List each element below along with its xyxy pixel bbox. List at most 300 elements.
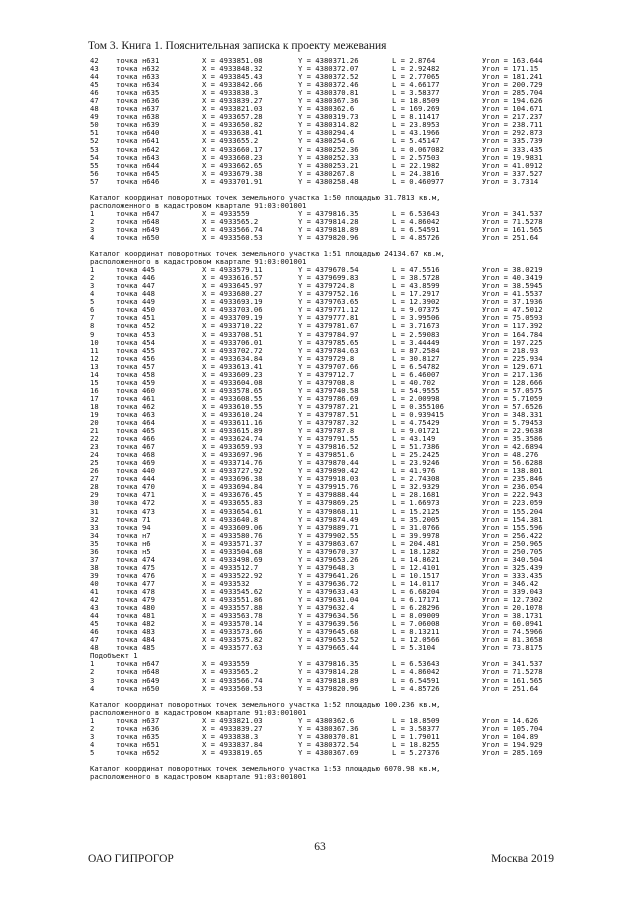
- segment-length: L = 3.44449: [392, 338, 440, 347]
- table-row: [90, 81, 560, 89]
- point-name: точка 444: [116, 475, 155, 484]
- segment-length: L = 10.1517: [392, 571, 440, 580]
- segment-length: L = 23.9246: [392, 459, 440, 468]
- bearing-angle: Угол = 37.1936: [482, 298, 543, 307]
- x-coordinate: X = 4933845.43: [202, 73, 263, 82]
- catalog-section: [90, 693, 560, 757]
- point-name: точка н645: [116, 169, 160, 178]
- bearing-angle: Угол = 335.739: [482, 137, 543, 146]
- point-name: точка 465: [116, 427, 155, 436]
- y-coordinate: Y = 4379868.11: [298, 507, 359, 516]
- y-coordinate: Y = 4379653.52: [298, 636, 359, 645]
- point-name: точка 452: [116, 322, 155, 331]
- y-coordinate: Y = 4379787.32: [298, 419, 359, 428]
- segment-length: L = 17.2917: [392, 290, 440, 299]
- y-coordinate: Y = 4380319.73: [298, 113, 359, 122]
- x-coordinate: X = 4933693.19: [202, 298, 263, 307]
- point-name: точка 468: [116, 451, 155, 460]
- x-coordinate: X = 4933504.68: [202, 547, 263, 556]
- row-number: 53: [90, 145, 99, 154]
- segment-length: L = 40.702: [392, 378, 436, 387]
- x-coordinate: X = 4933610.24: [202, 410, 263, 419]
- x-coordinate: X = 4933697.96: [202, 451, 263, 460]
- row-number: 20: [90, 419, 99, 428]
- coordinates-table: [90, 717, 560, 757]
- segment-length: L = 18.1282: [392, 547, 440, 556]
- point-name: точка н651: [116, 740, 160, 749]
- y-coordinate: Y = 4379786.69: [298, 394, 359, 403]
- y-coordinate: Y = 4379633.43: [298, 588, 359, 596]
- y-coordinate: Y = 4380367.69: [298, 748, 359, 757]
- bearing-angle: Угол = 285.704: [482, 89, 543, 98]
- table-row: [90, 105, 560, 113]
- row-number: 54: [90, 153, 99, 162]
- bearing-angle: Угол = 341.537: [482, 660, 543, 669]
- y-coordinate: Y = 4380254.6: [298, 137, 355, 146]
- y-coordinate: Y = 4380367.36: [298, 724, 359, 733]
- y-coordinate: Y = 4379787.8: [298, 427, 355, 436]
- x-coordinate: X = 4933709.19: [202, 314, 263, 323]
- y-coordinate: Y = 4380252.36: [298, 145, 359, 154]
- point-name: точка н5: [116, 547, 151, 556]
- table-row: [90, 73, 560, 81]
- bearing-angle: Угол = 250.705: [482, 547, 543, 556]
- x-coordinate: X = 4933696.38: [202, 475, 263, 484]
- point-name: точка 71: [116, 515, 151, 524]
- point-name: точка н648: [116, 668, 160, 677]
- segment-length: L = 5.27376: [392, 748, 440, 757]
- x-coordinate: X = 4933727.92: [202, 467, 263, 476]
- row-number: 9: [90, 330, 95, 339]
- x-coordinate: X = 4933657.28: [202, 113, 263, 122]
- segment-length: L = 31.0766: [392, 523, 440, 532]
- table-row: [90, 677, 560, 685]
- row-number: 13: [90, 362, 99, 371]
- segment-length: L = 38.5728: [392, 274, 440, 283]
- x-coordinate: X = 4933839.27: [202, 724, 263, 733]
- table-row: [90, 226, 560, 234]
- point-name: точка н639: [116, 121, 160, 130]
- segment-length: L = 6.28296: [392, 604, 440, 613]
- table-row: [90, 427, 560, 435]
- section-title: Каталог координат поворотных точек земельного участка 1:50 площадью 31.7813 кв.м, расположенного в кадастровом квартале 91:03:001001: [90, 192, 441, 210]
- bearing-angle: Угол = 41.5537: [482, 290, 543, 299]
- point-name: точка 483: [116, 628, 155, 637]
- row-number: 14: [90, 370, 99, 379]
- x-coordinate: X = 4933838.3: [202, 732, 259, 741]
- table-row: [90, 129, 560, 137]
- x-coordinate: X = 4933608.55: [202, 394, 263, 403]
- table-row: [90, 395, 560, 403]
- row-number: 52: [90, 137, 99, 146]
- y-coordinate: Y = 4379791.55: [298, 435, 359, 444]
- segment-length: L = 5.3104: [392, 644, 436, 653]
- row-number: 36: [90, 547, 99, 556]
- bearing-angle: Угол = 40.3419: [482, 274, 543, 283]
- point-name: точка н643: [116, 153, 160, 162]
- x-coordinate: X = 4933660.17: [202, 145, 263, 154]
- table-row: [90, 491, 560, 499]
- x-coordinate: X = 4933638.41: [202, 129, 263, 138]
- segment-length: L = 6.53643: [392, 660, 440, 669]
- table-row: [90, 371, 560, 379]
- segment-length: L = 4.85726: [392, 233, 440, 242]
- bearing-angle: Угол = 256.422: [482, 531, 543, 540]
- row-number: 6: [90, 306, 95, 315]
- segment-length: L = 43.149: [392, 435, 436, 444]
- x-coordinate: X = 4933838.3: [202, 89, 259, 98]
- point-name: точка н647: [116, 660, 160, 669]
- y-coordinate: Y = 4379740.58: [298, 386, 359, 395]
- x-coordinate: X = 4933640.8: [202, 515, 259, 524]
- coordinates-table: [90, 660, 560, 692]
- table-row: [90, 57, 560, 65]
- segment-length: L = 41.976: [392, 467, 436, 476]
- table-row: [90, 154, 560, 162]
- table-row: [90, 588, 560, 596]
- point-name: точка 447: [116, 282, 155, 291]
- coordinates-table: [90, 57, 560, 186]
- table-row: [90, 564, 560, 572]
- point-name: точка 456: [116, 354, 155, 363]
- point-name: точка 440: [116, 467, 155, 476]
- row-number: 2: [90, 274, 95, 283]
- table-row: [90, 411, 560, 419]
- segment-length: L = 2.77065: [392, 73, 440, 82]
- table-row: [90, 403, 560, 411]
- point-name: точка 477: [116, 579, 155, 588]
- bearing-angle: Угол = 129.671: [482, 362, 543, 371]
- y-coordinate: Y = 4379816.35: [298, 660, 359, 669]
- y-coordinate: Y = 4379670.54: [298, 266, 359, 275]
- segment-length: L = 14.8621: [392, 555, 440, 564]
- segment-length: L = 2.92482: [392, 65, 440, 74]
- point-name: точка н7: [116, 531, 151, 540]
- row-number: 57: [90, 177, 99, 186]
- row-number: 12: [90, 354, 99, 363]
- y-coordinate: Y = 4379818.89: [298, 225, 359, 234]
- point-name: точка 472: [116, 499, 155, 508]
- x-coordinate: X = 4933575.82: [202, 636, 263, 645]
- x-coordinate: X = 4933659.93: [202, 443, 263, 452]
- row-number: 5: [90, 748, 95, 757]
- bearing-angle: Угол = 56.6288: [482, 459, 543, 468]
- x-coordinate: X = 4933559: [202, 209, 250, 218]
- row-number: 34: [90, 531, 99, 540]
- segment-length: L = 204.481: [392, 539, 440, 548]
- row-number: 35: [90, 539, 99, 548]
- y-coordinate: Y = 4379777.81: [298, 314, 359, 323]
- row-number: 47: [90, 636, 99, 645]
- point-name: точка н648: [116, 217, 160, 226]
- segment-length: L = 4.66177: [392, 81, 440, 90]
- segment-length: L = 1.66973: [392, 499, 440, 508]
- point-name: точка н637: [116, 716, 160, 725]
- table-row: [90, 516, 560, 524]
- bearing-angle: Угол = 171.15: [482, 65, 539, 74]
- x-coordinate: X = 4933851.08: [202, 57, 263, 65]
- point-name: точка н638: [116, 113, 160, 122]
- y-coordinate: Y = 4380372.46: [298, 81, 359, 90]
- point-name: точка 484: [116, 636, 155, 645]
- table-row: [90, 170, 560, 178]
- bearing-angle: Угол = 71.5278: [482, 668, 543, 677]
- y-coordinate: Y = 4379816.35: [298, 209, 359, 218]
- row-number: 45: [90, 620, 99, 629]
- row-number: 5: [90, 298, 95, 307]
- point-name: точка 482: [116, 620, 155, 629]
- segment-length: L = 5.45147: [392, 137, 440, 146]
- point-name: точка 478: [116, 588, 155, 596]
- y-coordinate: Y = 4380370.81: [298, 89, 359, 98]
- table-row: [90, 137, 560, 145]
- table-row: [90, 644, 560, 652]
- bearing-angle: Угол = 292.873: [482, 129, 543, 138]
- point-name: точка 480: [116, 604, 155, 613]
- y-coordinate: Y = 4379712.7: [298, 370, 355, 379]
- point-name: точка 471: [116, 491, 155, 500]
- table-row: [90, 604, 560, 612]
- bearing-angle: Угол = 42.6894: [482, 443, 543, 452]
- x-coordinate: X = 4933563.78: [202, 612, 263, 621]
- bearing-angle: Угол = 117.392: [482, 322, 543, 331]
- y-coordinate: Y = 4379631.04: [298, 596, 359, 605]
- table-row: [90, 612, 560, 620]
- point-name: точка н649: [116, 225, 160, 234]
- segment-length: L = 6.17171: [392, 596, 440, 605]
- row-number: 55: [90, 161, 99, 170]
- x-coordinate: X = 4933703.06: [202, 306, 263, 315]
- table-row: [90, 733, 560, 741]
- catalog-section: [90, 757, 560, 781]
- y-coordinate: Y = 4379724.8: [298, 282, 355, 291]
- y-coordinate: Y = 4380253.21: [298, 161, 359, 170]
- y-coordinate: Y = 4379752.16: [298, 290, 359, 299]
- subobject-title: Подобъект 1: [90, 651, 138, 661]
- segment-length: L = 12.3902: [392, 298, 440, 307]
- y-coordinate: Y = 4380314.82: [298, 121, 359, 130]
- row-number: 33: [90, 523, 99, 532]
- row-number: 15: [90, 378, 99, 387]
- bearing-angle: Угол = 200.729: [482, 81, 543, 90]
- point-name: точка 449: [116, 298, 155, 307]
- y-coordinate: Y = 4379888.44: [298, 491, 359, 500]
- section-title: Каталог координат поворотных точек земельного участка 1:53 площадью 6070.98 кв.м, расположенного в кадастровом квартале 91:03:001001: [90, 763, 441, 781]
- footer-city-year: Москва 2019: [491, 853, 554, 865]
- y-coordinate: Y = 4380267.8: [298, 169, 355, 178]
- catalog-section: [90, 242, 560, 693]
- row-number: 42: [90, 57, 99, 65]
- bearing-angle: Угол = 5.71059: [482, 394, 543, 403]
- bearing-angle: Угол = 104.89: [482, 732, 539, 741]
- y-coordinate: Y = 4380252.33: [298, 153, 359, 162]
- y-coordinate: Y = 4379653.26: [298, 555, 359, 564]
- bearing-angle: Угол = 333.435: [482, 571, 543, 580]
- table-row: [90, 290, 560, 298]
- point-name: точка 470: [116, 483, 155, 492]
- x-coordinate: X = 4933565.2: [202, 668, 259, 677]
- bearing-angle: Угол = 341.537: [482, 209, 543, 218]
- table-row: [90, 210, 560, 218]
- bearing-angle: Угол = 57.0575: [482, 386, 543, 395]
- point-name: точка 445: [116, 266, 155, 275]
- segment-length: L = 4.85726: [392, 684, 440, 693]
- point-name: точка 462: [116, 402, 155, 411]
- x-coordinate: X = 4933522.92: [202, 571, 263, 580]
- table-row: [90, 121, 560, 129]
- y-coordinate: Y = 4379874.49: [298, 515, 359, 524]
- row-number: 1: [90, 209, 95, 218]
- row-number: 28: [90, 483, 99, 492]
- table-row: [90, 387, 560, 395]
- bearing-angle: Угол = 22.9638: [482, 427, 543, 436]
- row-number: 48: [90, 105, 99, 114]
- segment-length: L = 6.54591: [392, 676, 440, 685]
- point-name: точка 453: [116, 330, 155, 339]
- x-coordinate: X = 4933532: [202, 579, 250, 588]
- point-name: точка 466: [116, 435, 155, 444]
- y-coordinate: Y = 4380258.48: [298, 177, 359, 186]
- segment-length: L = 1.79011: [392, 732, 440, 741]
- y-coordinate: Y = 4379771.12: [298, 306, 359, 315]
- y-coordinate: Y = 4379648.3: [298, 563, 355, 572]
- bearing-angle: Угол = 339.043: [482, 588, 543, 596]
- y-coordinate: Y = 4379820.96: [298, 233, 359, 242]
- point-name: точка 454: [116, 338, 155, 347]
- segment-length: L = 6.68204: [392, 588, 440, 596]
- point-name: точка 485: [116, 644, 155, 653]
- y-coordinate: Y = 4379889.71: [298, 523, 359, 532]
- point-name: точка 455: [116, 346, 155, 355]
- segment-length: L = 18.8255: [392, 740, 440, 749]
- bearing-angle: Угол = 19.9831: [482, 153, 543, 162]
- bearing-angle: Угол = 238.711: [482, 121, 543, 130]
- x-coordinate: X = 4933837.84: [202, 740, 263, 749]
- bearing-angle: Угол = 74.5966: [482, 628, 543, 637]
- coordinates-table: [90, 210, 560, 242]
- row-number: 7: [90, 314, 95, 323]
- segment-length: L = 14.0117: [392, 579, 440, 588]
- point-name: точка н6: [116, 539, 151, 548]
- segment-length: L = 3.99506: [392, 314, 440, 323]
- x-coordinate: X = 4933566.74: [202, 225, 263, 234]
- table-row: [90, 162, 560, 170]
- x-coordinate: X = 4933498.69: [202, 555, 263, 564]
- segment-length: L = 87.2584: [392, 346, 440, 355]
- point-name: точка н636: [116, 97, 160, 106]
- row-number: 23: [90, 443, 99, 452]
- table-row: [90, 379, 560, 387]
- row-number: 39: [90, 571, 99, 580]
- segment-length: L = 2.74308: [392, 475, 440, 484]
- bearing-angle: Угол = 346.42: [482, 579, 539, 588]
- point-name: точка н637: [116, 105, 160, 114]
- table-row: [90, 717, 560, 725]
- row-number: 2: [90, 217, 95, 226]
- x-coordinate: X = 4933680.27: [202, 290, 263, 299]
- y-coordinate: Y = 4380294.4: [298, 129, 355, 138]
- segment-length: L = 12.0566: [392, 636, 440, 645]
- bearing-angle: Угол = 251.64: [482, 684, 539, 693]
- bearing-angle: Угол = 197.225: [482, 338, 543, 347]
- x-coordinate: X = 4933694.84: [202, 483, 263, 492]
- table-row: [90, 620, 560, 628]
- bearing-angle: Угол = 35.3586: [482, 435, 543, 444]
- row-number: 8: [90, 322, 95, 331]
- bearing-angle: Угол = 236.054: [482, 483, 543, 492]
- x-coordinate: X = 4933702.72: [202, 346, 263, 355]
- bearing-angle: Угол = 38.1731: [482, 612, 543, 621]
- bearing-angle: Угол = 60.0941: [482, 620, 543, 629]
- y-coordinate: Y = 4380372.52: [298, 73, 359, 82]
- y-coordinate: Y = 4379918.03: [298, 475, 359, 484]
- table-row: [90, 298, 560, 306]
- y-coordinate: Y = 4379816.52: [298, 443, 359, 452]
- segment-length: L = 51.7386: [392, 443, 440, 452]
- y-coordinate: Y = 4380371.26: [298, 57, 359, 65]
- x-coordinate: X = 4933839.27: [202, 97, 263, 106]
- segment-length: L = 6.53643: [392, 209, 440, 218]
- point-name: точка н652: [116, 748, 160, 757]
- table-row: [90, 146, 560, 154]
- y-coordinate: Y = 4379863.67: [298, 539, 359, 548]
- y-coordinate: Y = 4379890.42: [298, 467, 359, 476]
- y-coordinate: Y = 4379787.21: [298, 402, 359, 411]
- point-name: точка 458: [116, 370, 155, 379]
- row-number: 3: [90, 676, 95, 685]
- segment-length: L = 2.00998: [392, 394, 440, 403]
- row-number: 1: [90, 716, 95, 725]
- bearing-angle: Угол = 181.241: [482, 73, 543, 82]
- point-name: точка 457: [116, 362, 155, 371]
- segment-length: L = 7.06008: [392, 620, 440, 629]
- x-coordinate: X = 4933654.61: [202, 507, 263, 516]
- bearing-angle: Угол = 154.381: [482, 515, 543, 524]
- x-coordinate: X = 4933821.03: [202, 716, 263, 725]
- x-coordinate: X = 4933559: [202, 660, 250, 669]
- bearing-angle: Угол = 161.565: [482, 676, 543, 685]
- bearing-angle: Угол = 194.626: [482, 97, 543, 106]
- bearing-angle: Угол = 155.204: [482, 507, 543, 516]
- table-row: [90, 451, 560, 459]
- table-row: [90, 355, 560, 363]
- bearing-angle: Угол = 57.6526: [482, 402, 543, 411]
- row-number: 4: [90, 233, 95, 242]
- y-coordinate: Y = 4379639.56: [298, 620, 359, 629]
- table-row: [90, 596, 560, 604]
- x-coordinate: X = 4933708.51: [202, 330, 263, 339]
- segment-length: L = 30.8127: [392, 354, 440, 363]
- point-name: точка 476: [116, 571, 155, 580]
- point-name: точка н642: [116, 145, 160, 154]
- segment-length: L = 12.4101: [392, 563, 440, 572]
- row-number: 41: [90, 588, 99, 596]
- row-number: 40: [90, 579, 99, 588]
- x-coordinate: X = 4933650.82: [202, 121, 263, 130]
- segment-length: L = 3.58377: [392, 724, 440, 733]
- bearing-angle: Угол = 41.0912: [482, 161, 543, 170]
- segment-length: L = 0.460977: [392, 177, 444, 186]
- point-name: точка 463: [116, 410, 155, 419]
- x-coordinate: X = 4933579.11: [202, 266, 263, 275]
- y-coordinate: Y = 4379670.37: [298, 547, 359, 556]
- row-number: 27: [90, 475, 99, 484]
- x-coordinate: X = 4933848.32: [202, 65, 263, 74]
- row-number: 43: [90, 65, 99, 74]
- bearing-angle: Угол = 47.5012: [482, 306, 543, 315]
- y-coordinate: Y = 4380370.81: [298, 732, 359, 741]
- segment-length: L = 28.1681: [392, 491, 440, 500]
